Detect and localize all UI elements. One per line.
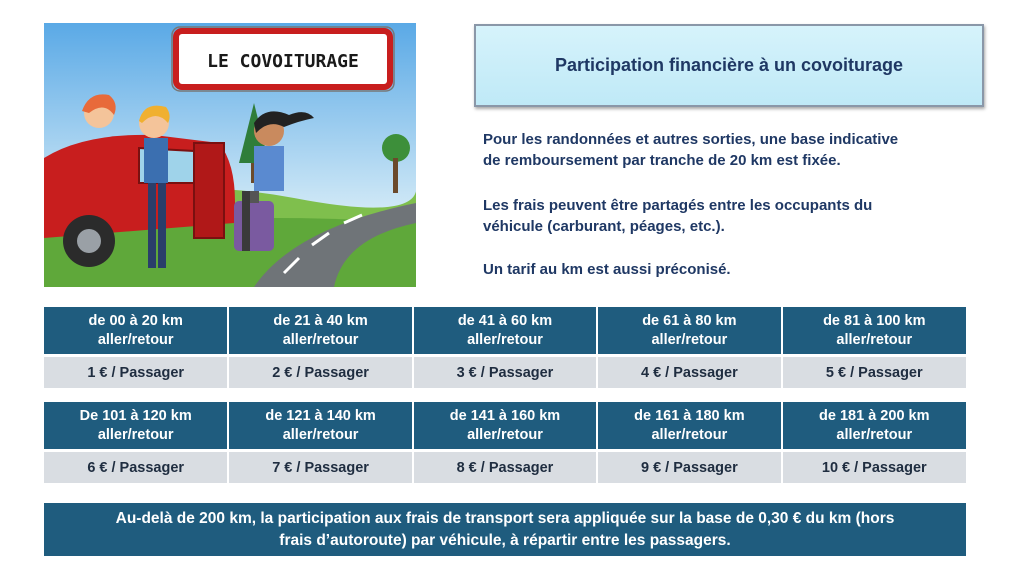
info-line: Pour les randonnées et autres sorties, une base indicative (483, 131, 899, 148)
table-header-row (44, 402, 966, 451)
trip-type-label: aller/retour (651, 331, 728, 348)
info-line: de remboursement par tranche de 20 km est fixée. (483, 152, 841, 169)
price-cell: 7 € / Passager (228, 451, 412, 484)
range-label: de 81 à 100 km (823, 312, 926, 329)
range-label: de 21 à 40 km (273, 312, 368, 329)
price-cell: 5 € / Passager (782, 356, 966, 389)
range-label: De 101 à 120 km (79, 407, 192, 424)
range-cell (597, 402, 781, 451)
info-line: Les frais peuvent être partagés entre les occupants du (483, 197, 873, 214)
range-label: de 141 à 160 km (449, 407, 561, 424)
price-cell: 4 € / Passager (597, 356, 781, 389)
price-cell: 9 € / Passager (597, 451, 781, 484)
price-cell: 8 € / Passager (413, 451, 597, 484)
table-price-row (44, 356, 966, 389)
range-cell (413, 307, 597, 356)
range-cell (597, 307, 781, 356)
range-label: de 161 à 180 km (634, 407, 745, 424)
info-line: véhicule (carburant, péages, etc.). (483, 218, 725, 235)
price-cell: 2 € / Passager (228, 356, 412, 389)
table-price-row (44, 451, 966, 484)
title-box (474, 24, 984, 107)
page-title: Participation financière à un covoiturage (554, 55, 904, 75)
trip-type-label: aller/retour (467, 331, 543, 348)
range-cell (782, 307, 966, 356)
trip-type-label: aller/retour (282, 331, 359, 348)
range-cell (413, 402, 597, 451)
range-label: de 121 à 140 km (265, 407, 376, 424)
table-header-row (44, 307, 966, 356)
rate-table-1 (44, 307, 966, 388)
range-label: de 181 à 200 km (819, 407, 930, 424)
trip-type-label: aller/retour (467, 426, 543, 443)
footer-line: Au-delà de 200 km, la participation aux frais de transport sera appliquée sur la base de 0,30 € du km (hors (115, 509, 895, 527)
range-cell (228, 307, 412, 356)
price-cell: 10 € / Passager (782, 451, 966, 484)
trip-type-label: aller/retour (97, 426, 174, 443)
sign-text: LE COVOITURAGE (207, 51, 359, 72)
price-cell: 3 € / Passager (413, 356, 597, 389)
range-cell (44, 402, 228, 451)
info-paragraph-2 (483, 195, 983, 237)
price-cell: 6 € / Passager (44, 451, 228, 484)
range-cell (782, 402, 966, 451)
info-paragraph-1 (483, 129, 983, 171)
carpool-scene-image (44, 23, 416, 287)
range-label: de 41 à 60 km (457, 312, 553, 329)
footer-note (44, 503, 966, 556)
price-cell: 1 € / Passager (44, 356, 228, 389)
footer-line: frais d’autoroute) par véhicule, à répartir entre les passagers. (279, 531, 731, 549)
rate-table-2 (44, 402, 966, 483)
trip-type-label: aller/retour (97, 331, 174, 348)
trip-type-label: aller/retour (836, 426, 913, 443)
trip-type-label: aller/retour (836, 331, 913, 348)
range-cell (228, 402, 412, 451)
range-cell (44, 307, 228, 356)
info-paragraph-3 (483, 259, 983, 280)
trip-type-label: aller/retour (282, 426, 359, 443)
carpool-illustration (44, 23, 416, 287)
range-label: de 61 à 80 km (642, 312, 737, 329)
trip-type-label: aller/retour (651, 426, 728, 443)
range-label: de 00 à 20 km (88, 312, 183, 329)
info-line: Un tarif au km est aussi préconisé. (483, 261, 731, 278)
